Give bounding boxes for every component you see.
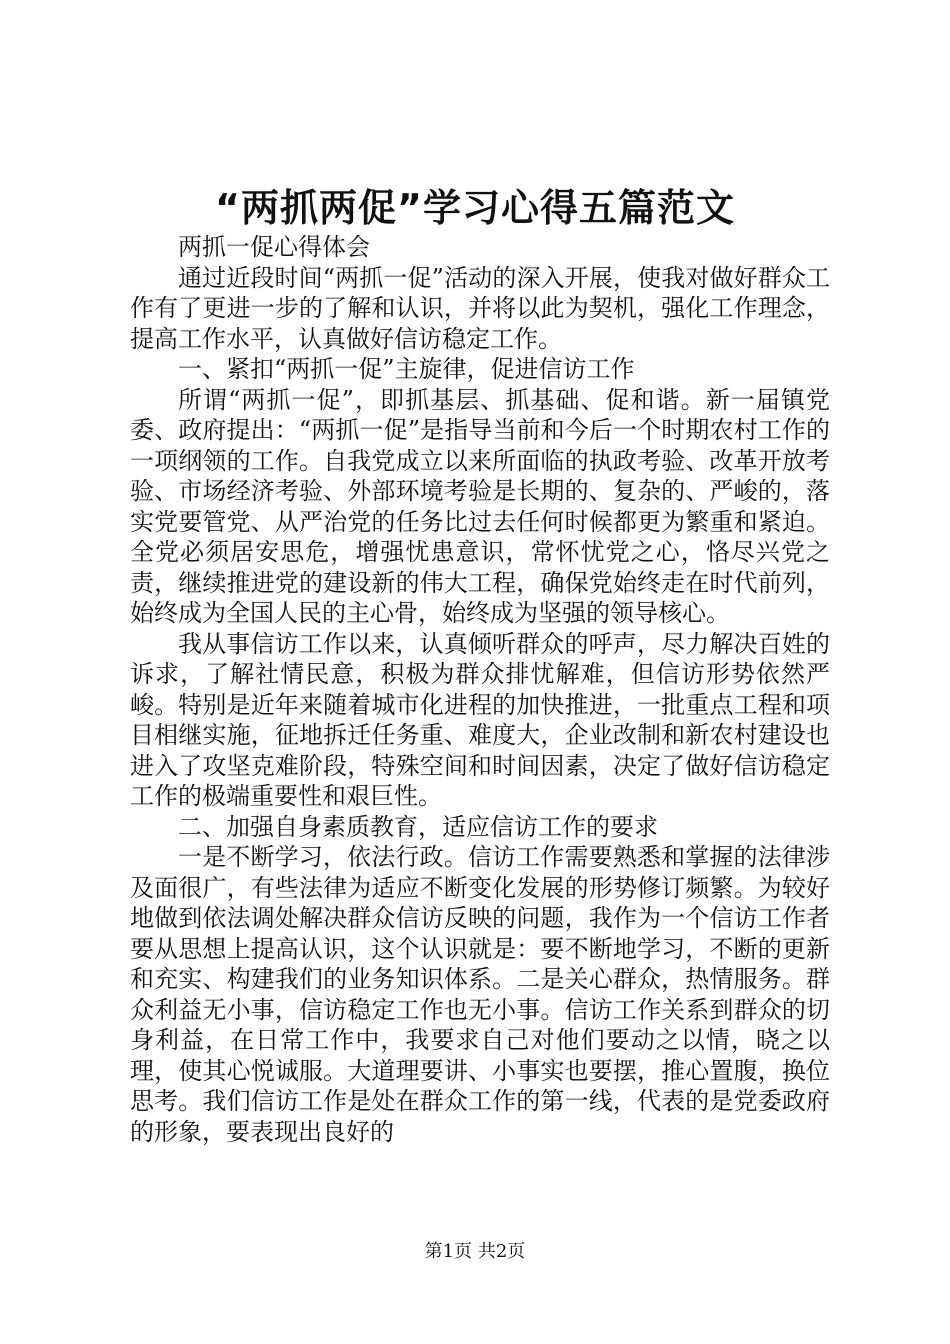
section-heading: 一、紧扣“两抓一促”主旋律，促进信访工作 [178, 355, 635, 383]
paragraph: 所谓“两抓一促”，即抓基层、抓基础、促和谐。新一届镇党委、政府提出：“两抓一促”是指导当前和今后一个时期农村工作的一项纲领的工作。自我党成立以来所面临的执政考验、改革开放考验、市场经济考验、外部环境考验是长期的、复杂的、严峻的，落实党要管党、从严治党的任务比过去任何时候都更为繁重和紧迫。全党必须居安思危，增强忧患意识，常怀忧党之心，恪尽兴党之责，继续推进党的建设新的伟大工程，确保党始终走在时代前列，始终成为全国人民的主心骨，始终成为坚强的领导核心。 [130, 385, 830, 627]
subtitle: 两抓一促心得体会 [178, 233, 370, 261]
page-title: “两抓两促”学习心得五篇范文 [215, 186, 735, 230]
document-body [130, 232, 830, 1147]
paragraph: 一是不断学习，依法行政。信访工作需要熟悉和掌握的法律涉及面很广，有些法律为适应不断变化发展的形势修订频繁。为较好地做到依法调处解决群众信访反映的问题，我作为一个信访工作者要从思想上提高认识，这个认识就是：要不断地学习，不断的更新和充实、构建我们的业务知识体系。二是关心群众，热情服务。群众利益无小事，信访稳定工作也无小事。信访工作关系到群众的切身利益，在日常工作中，我要求自己对他们要动之以情，晓之以理，使其心悦诚服。大道理要讲、小事实也要摆，推心置腹，换位思考。我们信访工作是处在群众工作的第一线，代表的是党委政府的形象，要表现出良好的 [130, 843, 830, 1146]
section-heading: 二、加强自身素质教育，适应信访工作的要求 [178, 812, 658, 841]
paragraph: 通过近段时间“两抓一促”活动的深入开展，使我对做好群众工作有了更进一步的了解和认识，并将以此为契机，强化工作理念，提高工作水平，认真做好信访稳定工作。 [130, 263, 830, 353]
page-footer: 第1页 共2页 [424, 1241, 526, 1262]
paragraph: 我从事信访工作以来，认真倾听群众的呼声，尽力解决百姓的诉求，了解社情民意，积极为群众排忧解难，但信访形势依然严峻。特别是近年来随着城市化进程的加快推进，一批重点工程和项目相继实施，征地拆迁任务重、难度大，企业改制和新农村建设也进入了攻坚克难阶段，特殊空间和时间因素，决定了做好信访稳定工作的极端重要性和艰巨性。 [130, 629, 830, 810]
